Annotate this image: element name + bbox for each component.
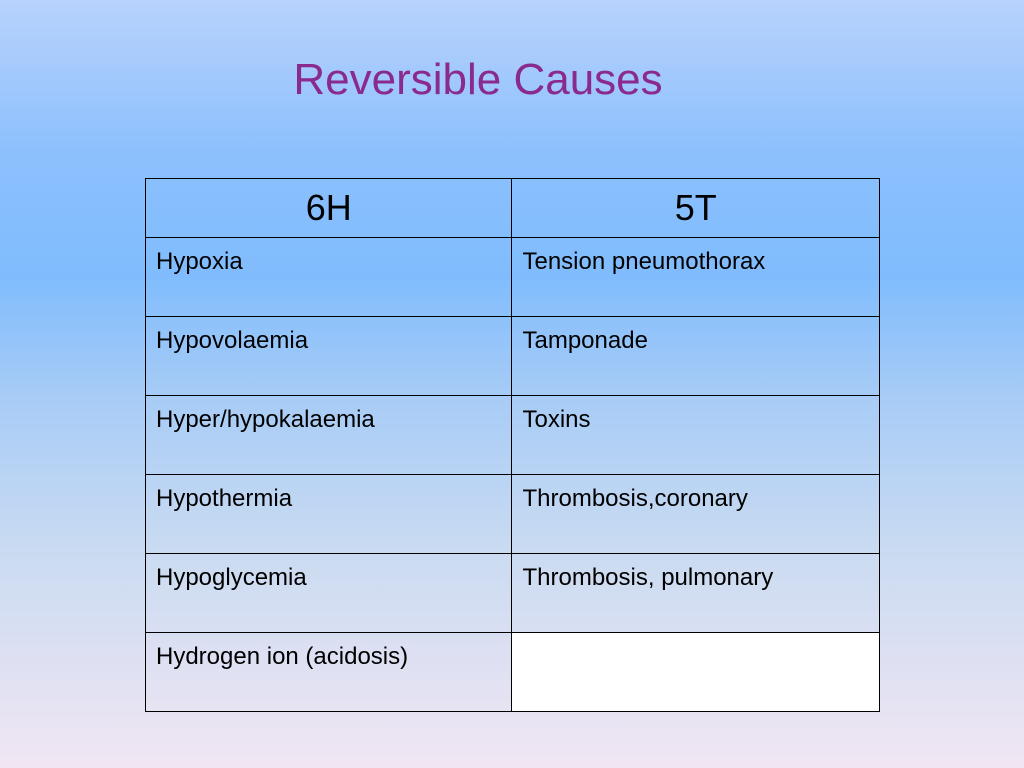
cell-h: Hypovolaemia	[146, 317, 512, 396]
cell-t: Thrombosis,coronary	[512, 475, 880, 554]
table-row	[146, 475, 880, 554]
table-header-row	[146, 179, 880, 238]
cell-h: Hydrogen ion (acidosis)	[146, 633, 512, 712]
cell-h: Hypothermia	[146, 475, 512, 554]
header-5t: 5T	[512, 179, 880, 238]
table-row	[146, 554, 880, 633]
table-row	[146, 633, 880, 712]
cell-t: Tension pneumothorax	[512, 238, 880, 317]
slide-title: Reversible Causes	[293, 55, 663, 104]
cell-h: Hypoxia	[146, 238, 512, 317]
table-row	[146, 238, 880, 317]
cell-t: Thrombosis, pulmonary	[512, 554, 880, 633]
cell-h: Hypoglycemia	[146, 554, 512, 633]
table-row	[146, 317, 880, 396]
header-6h: 6H	[146, 179, 512, 238]
cell-t: Tamponade	[512, 317, 880, 396]
table-row	[146, 396, 880, 475]
cell-t: Toxins	[512, 396, 880, 475]
reversible-causes-table	[145, 178, 880, 712]
cell-t-empty	[512, 633, 880, 712]
cell-h: Hyper/hypokalaemia	[146, 396, 512, 475]
